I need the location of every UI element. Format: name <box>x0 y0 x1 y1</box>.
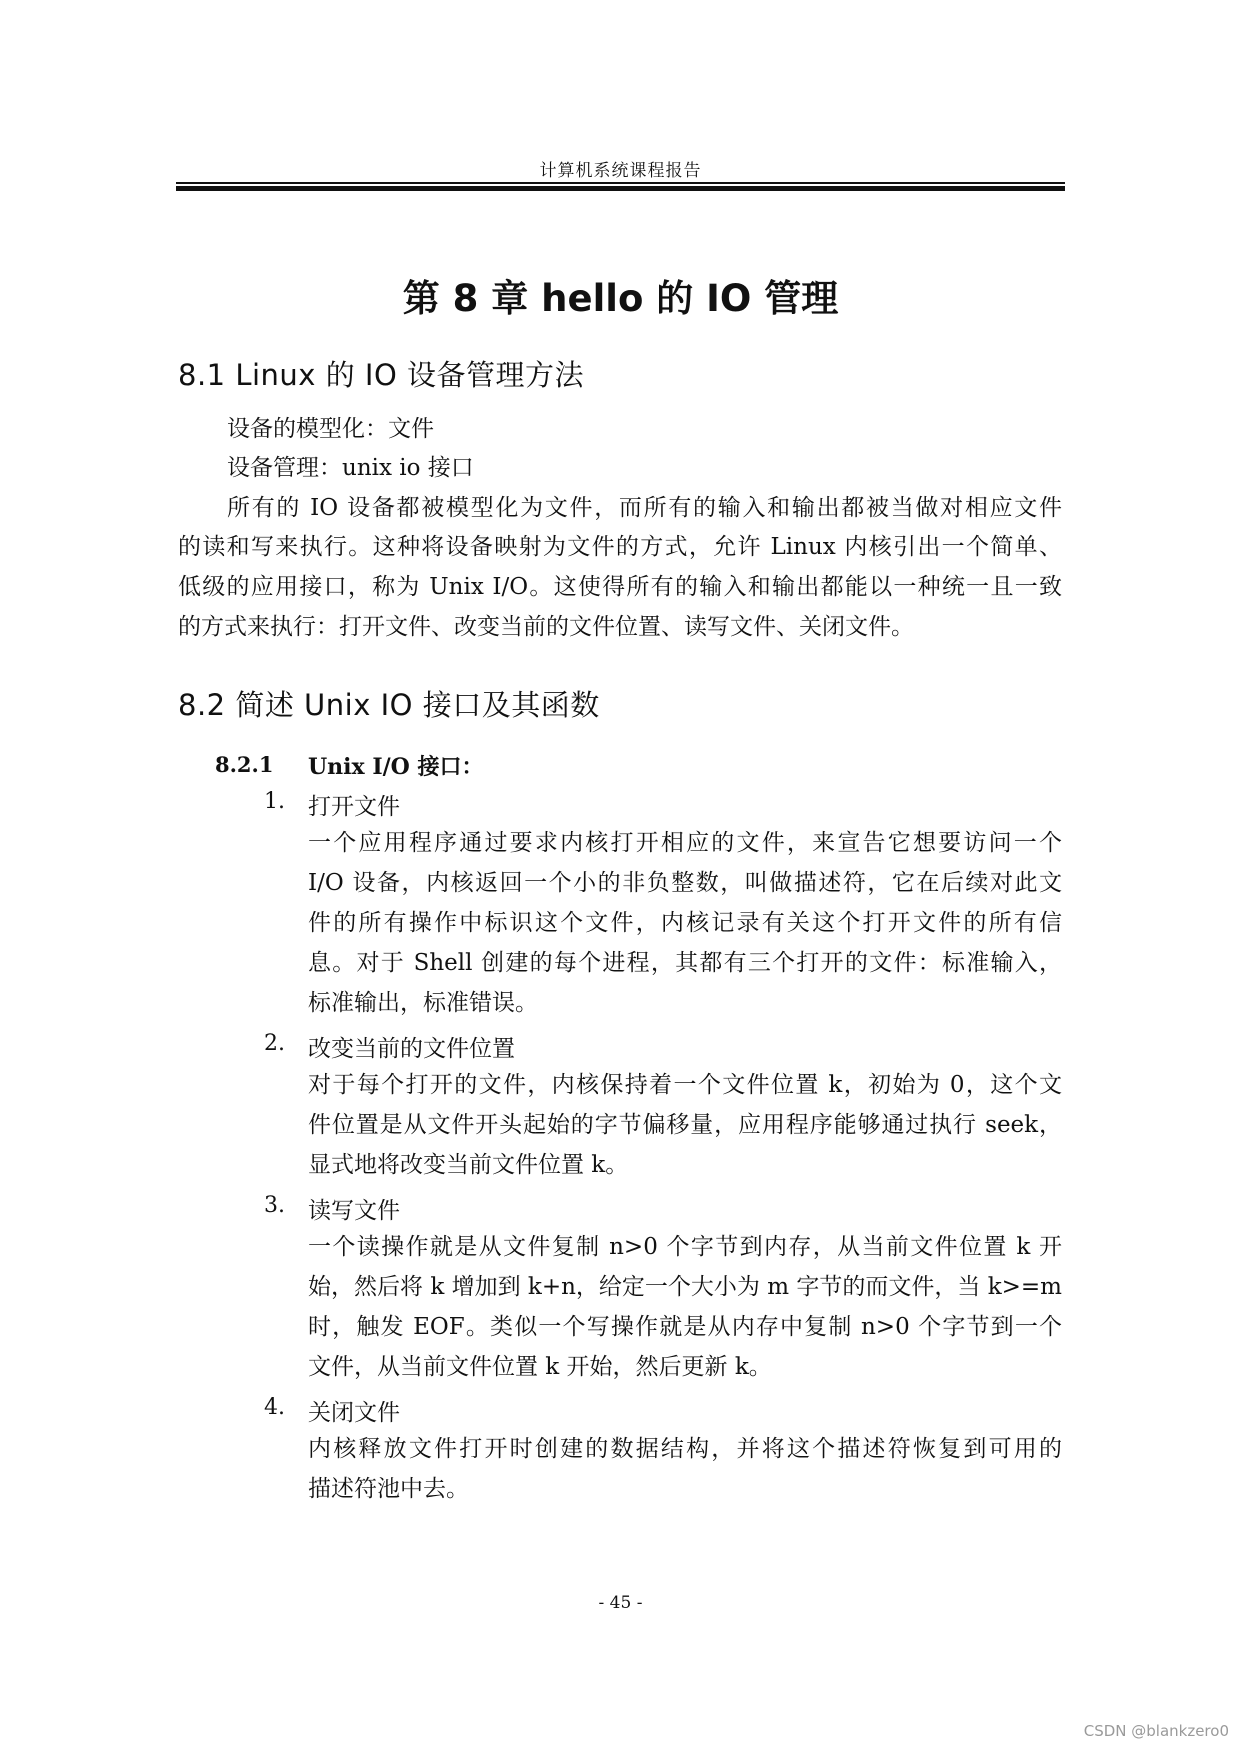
paragraph-line: 所有的 IO 设备都被模型化为文件，而所有的输入和输出都被当做对相应文件 <box>227 495 1062 521</box>
paragraph-line: 的读和写来执行。这种将设备映射为文件的方式，允许 Linux 内核引出一个简单、 <box>178 534 1062 560</box>
list-item-line: 一个读操作就是从文件复制 n>0 个字节到内存，从当前文件位置 k 开 <box>308 1234 1062 1260</box>
list-item-line: 始，然后将 k 增加到 k+n，给定一个大小为 m 字节的而文件，当 k>=m <box>308 1274 1062 1300</box>
subsection-title: Unix I/O 接口： <box>308 754 484 780</box>
page-number: - 45 - <box>598 1593 643 1613</box>
chapter-title: 第 8 章 hello 的 IO 管理 <box>402 277 839 320</box>
list-item-title: 打开文件 <box>308 794 400 820</box>
list-item-line: 息。对于 Shell 创建的每个进程，其都有三个打开的文件：标准输入， <box>308 950 1062 976</box>
list-item-line: 一个应用程序通过要求内核打开相应的文件，来宣告它想要访问一个 <box>308 830 1062 856</box>
list-item-line: 标准输出，标准错误。 <box>308 990 538 1016</box>
list-item-line: I/O 设备，内核返回一个小的非负整数，叫做描述符，它在后续对此文 <box>308 870 1062 896</box>
list-item-line: 显式地将改变当前文件位置 k。 <box>308 1152 629 1178</box>
list-item-title: 关闭文件 <box>308 1400 400 1426</box>
text-line: 设备的模型化：文件 <box>227 416 434 442</box>
paragraph-line: 的方式来执行：打开文件、改变当前的文件位置、读写文件、关闭文件。 <box>178 614 914 640</box>
header-rule-thin <box>176 182 1065 184</box>
list-item-line: 时，触发 EOF。类似一个写操作就是从内存中复制 n>0 个字节到一个 <box>308 1314 1062 1340</box>
list-item-number: 1. <box>264 789 285 814</box>
list-item-title: 改变当前的文件位置 <box>308 1036 515 1062</box>
list-item-number: 3. <box>264 1193 285 1218</box>
list-item-line: 内核释放文件打开时创建的数据结构，并将这个描述符恢复到可用的 <box>308 1436 1062 1462</box>
list-item-line: 件的所有操作中标识这个文件，内核记录有关这个打开文件的所有信 <box>308 910 1062 936</box>
list-item-number: 4. <box>264 1395 285 1420</box>
list-item-number: 2. <box>264 1031 285 1056</box>
text-line: 设备管理：unix io 接口 <box>227 455 474 481</box>
list-item-line: 件位置是从文件开头起始的字节偏移量，应用程序能够通过执行 seek， <box>308 1112 1062 1138</box>
subsection-number: 8.2.1 <box>215 752 274 777</box>
watermark: CSDN @blankzero0 <box>1083 1722 1229 1740</box>
list-item-line: 描述符池中去。 <box>308 1476 469 1502</box>
list-item-line: 文件，从当前文件位置 k 开始，然后更新 k。 <box>308 1354 772 1380</box>
section-8-1-title: 8.1 Linux 的 IO 设备管理方法 <box>178 358 585 392</box>
section-8-2-title: 8.2 简述 Unix IO 接口及其函数 <box>178 688 600 722</box>
header-rule-thick <box>176 186 1065 191</box>
page-header: 计算机系统课程报告 <box>539 161 702 181</box>
list-item-line: 对于每个打开的文件，内核保持着一个文件位置 k，初始为 0，这个文 <box>308 1072 1062 1098</box>
list-item-title: 读写文件 <box>308 1198 400 1224</box>
paragraph-line: 低级的应用接口，称为 Unix I/O。这使得所有的输入和输出都能以一种统一且一致 <box>178 574 1062 600</box>
